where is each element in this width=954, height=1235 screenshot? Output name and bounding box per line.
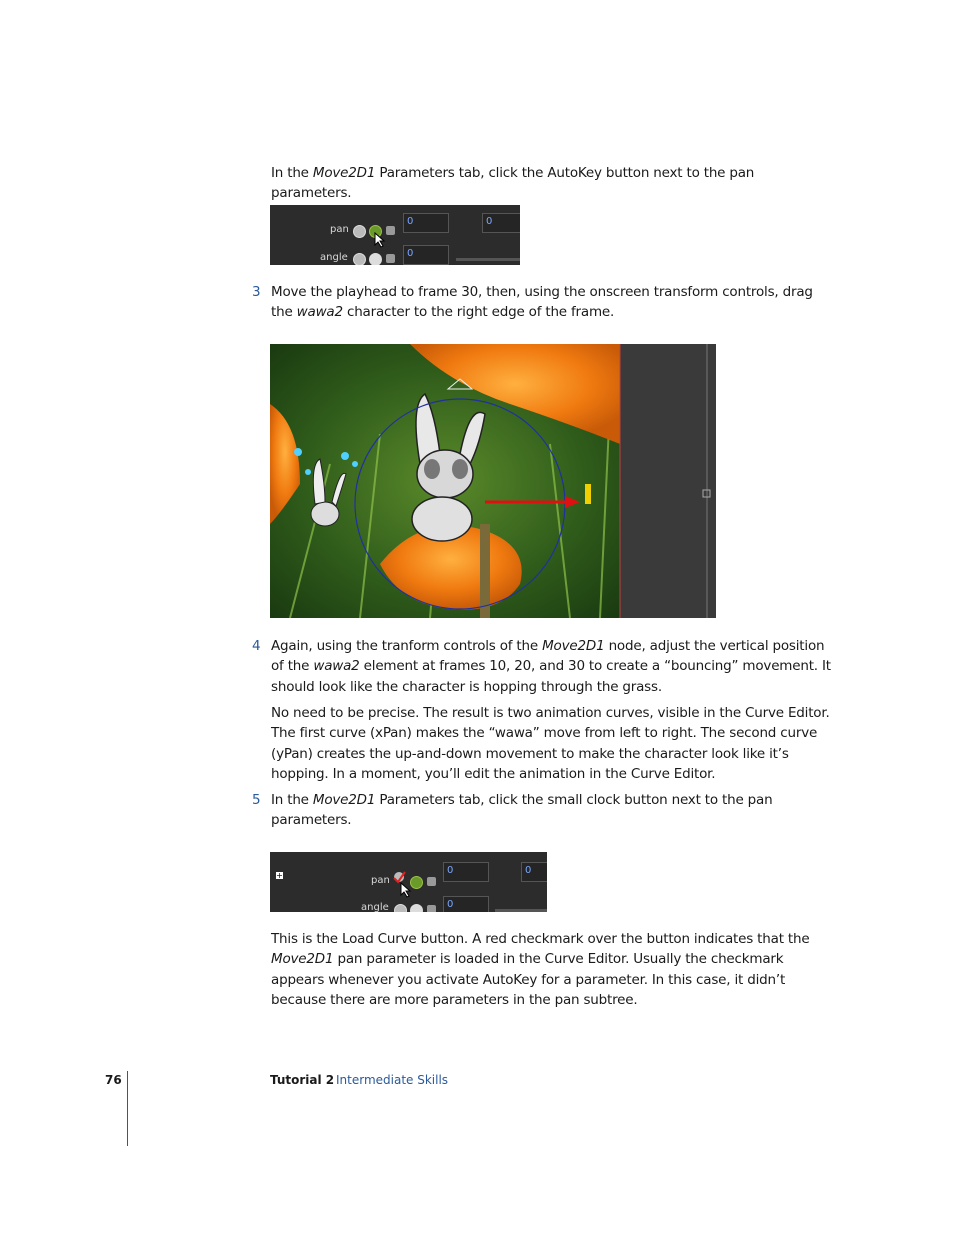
closing-paragraph [271, 929, 831, 1010]
angle-slider[interactable] [456, 258, 520, 261]
step-4-body: Again, using the tranform controls of the Move2D1 node, adjust the vertical position of the wawa2 element at frames 10, 20, and 30 to create a “bouncing” movement. It should look like the character is hopping through the grass. [271, 638, 831, 695]
viewer-image [270, 344, 716, 618]
footer-tutorial: Tutorial 2 [270, 1073, 335, 1087]
footer-section: Intermediate Skills [336, 1073, 449, 1087]
footer-rule [127, 1071, 128, 1146]
closing-text: This is the Load Curve button. A red checkmark over the button indicates that the Move2D1 pan parameter is loaded in the Curve Editor. Usually the checkmark appears whenever you activate AutoKey for a parameter. In this case, it didn’t because there are more parameters in the pan subtree. [271, 931, 810, 1008]
angle-curve-icon[interactable] [369, 253, 382, 265]
note-paragraph [271, 703, 831, 784]
clock-icon[interactable] [353, 225, 366, 238]
angle-lock-icon-2[interactable] [427, 905, 436, 912]
angle-curve-icon-2[interactable] [410, 904, 423, 912]
step-4-text [271, 636, 831, 697]
lock-icon[interactable] [386, 226, 395, 235]
angle-field[interactable]: 0 [403, 245, 449, 265]
parameters-panel-load-curve [270, 852, 547, 912]
angle-clock-icon-2[interactable] [394, 904, 407, 912]
angle-slider-2[interactable] [495, 909, 547, 912]
intro-paragraph [271, 163, 831, 204]
cursor-icon [374, 232, 386, 248]
pan-x-field[interactable]: 0 [403, 213, 449, 233]
step-3-text [271, 282, 831, 323]
step-4-number: 4 [252, 638, 261, 654]
angle-field-2[interactable]: 0 [443, 896, 489, 912]
pan-label-2: pan [371, 875, 390, 886]
pan-x-field-2[interactable]: 0 [443, 862, 489, 882]
angle-label: angle [320, 252, 348, 263]
note-text: No need to be precise. The result is two animation curves, visible in the Curve Editor. The first curve (xPan) makes the “wawa” move from left to right. The second curve (yPan) creates the up-and-down movement to make the character look like it’s hopping. In a moment, you’ll edit the animation in the Curve Editor. [271, 705, 830, 782]
step-5-text [271, 790, 831, 831]
step-3-body: Move the playhead to frame 30, then, using the onscreen transform controls, drag the wawa2 character to the right edge of the frame. [271, 284, 813, 321]
parameters-panel-autokey [270, 205, 520, 265]
step-3-number: 3 [252, 284, 261, 300]
intro-text: In the Move2D1 Parameters tab, click the AutoKey button next to the pan parameters. [271, 165, 755, 202]
pan-label: pan [330, 224, 349, 235]
lock-icon-2[interactable] [427, 877, 436, 886]
step-5-body: In the Move2D1 Parameters tab, click the small clock button next to the pan parameters. [271, 792, 773, 829]
step-5-number: 5 [252, 792, 261, 808]
angle-lock-icon[interactable] [386, 254, 395, 263]
expand-icon[interactable]: + [276, 871, 283, 880]
viewer-canvas [270, 344, 716, 618]
page-number: 76 [105, 1073, 122, 1087]
pan-y-field[interactable]: 0 [482, 213, 520, 233]
pan-y-field-2[interactable]: 0 [521, 862, 547, 882]
angle-clock-icon[interactable] [353, 253, 366, 265]
cursor-icon-2 [400, 882, 412, 898]
angle-label-2: angle [361, 902, 389, 912]
